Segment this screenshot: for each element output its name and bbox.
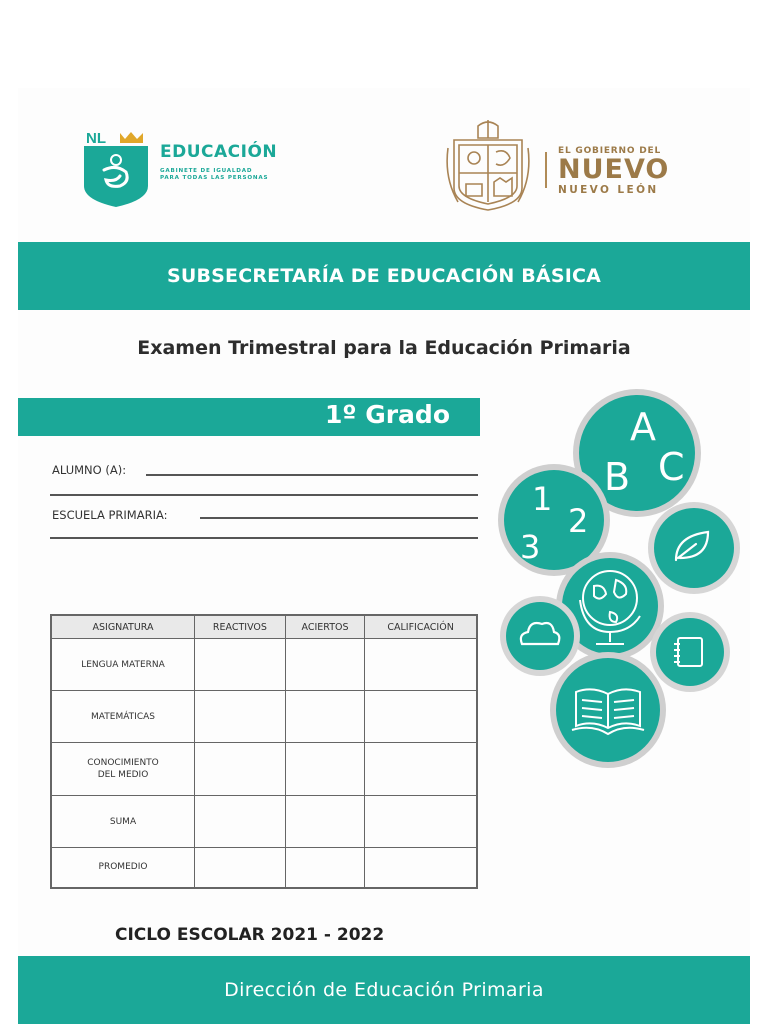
cloud-circle [500,596,580,676]
crown-icon [120,132,143,143]
gov-line-1: EL GOBIERNO DEL [558,146,662,156]
letter-a: A [630,405,656,449]
header-asignatura: ASIGNATURA [51,615,195,639]
grade-label: 1º Grado [325,400,450,429]
ciclo-escolar: CICLO ESCOLAR 2021 - 2022 [115,925,385,945]
subject-cell [51,796,195,848]
book-circle [550,652,666,768]
number-3: 3 [520,528,541,566]
footer-text: Dirección de Educación Primaria [224,979,544,1001]
leaf-circle [648,502,740,594]
reactivos-cell[interactable] [195,639,286,691]
subject-line-1: MATEMÁTICAS [91,711,155,722]
subject-line-2: DEL MEDIO [97,770,149,780]
nl-title: EDUCACIÓN [160,142,278,162]
table-row [51,848,477,888]
state-crest-icon [444,118,532,212]
gov-divider [545,152,547,188]
subject-line-1: CONOCIMIENTO [87,758,159,768]
aciertos-cell[interactable] [285,639,364,691]
banner-title: SUBSECRETARÍA DE EDUCACIÓN BÁSICA [166,265,602,287]
subject-cell [51,848,195,888]
number-2: 2 [568,502,589,540]
table-header-row [51,615,477,639]
header-reactivos: REACTIVOS [195,615,286,639]
school-name-line-2[interactable] [50,537,478,539]
reactivos-cell[interactable] [195,691,286,743]
header-aciertos: ACIERTOS [285,615,364,639]
nl-subtitle-1: GABINETE DE IGUALDAD [160,168,253,174]
grade-bar [18,398,480,436]
nl-subtitle-2: PARA TODAS LAS PERSONAS [160,175,269,181]
gov-line-2: NUEVO [558,154,670,185]
table-row [51,743,477,796]
gov-line-3: NUEVO LEÓN [558,184,659,196]
calificacion-cell[interactable] [365,796,477,848]
calificacion-cell[interactable] [365,639,477,691]
table-row [51,691,477,743]
aciertos-cell[interactable] [285,743,364,796]
calificacion-cell[interactable] [365,743,477,796]
table-row [51,796,477,848]
header-calificacion: CALIFICACIÓN [365,615,477,639]
nl-badge-text: NL [86,130,106,147]
number-1: 1 [532,480,553,518]
subject-line-1: LENGUA MATERNA [81,659,165,670]
student-name-line[interactable] [146,474,478,476]
school-name-line[interactable] [200,517,478,519]
reactivos-cell[interactable] [195,743,286,796]
decorative-circles [480,388,750,768]
calificacion-cell[interactable] [365,691,477,743]
letter-c: C [658,445,685,489]
exam-title: Examen Trimestral para la Educación Primaria [137,337,631,359]
footer-banner [18,956,750,1024]
subject-cell [51,691,195,743]
subject-cell [51,639,195,691]
school-label: ESCUELA PRIMARIA: [52,508,168,522]
nl-education-logo [82,130,150,208]
subject-cell [51,743,195,796]
aciertos-cell[interactable] [285,796,364,848]
table-row [51,639,477,691]
letter-b: B [604,455,631,499]
reactivos-cell[interactable] [195,848,286,888]
grades-table [50,614,478,889]
subject-line-1: PROMEDIO [98,862,148,873]
calificacion-cell[interactable] [365,848,477,888]
notebook-circle [650,612,730,692]
nl-text-block [160,142,277,182]
reactivos-cell[interactable] [195,796,286,848]
student-name-line-2[interactable] [50,494,478,496]
subject-line-1: SUMA [109,816,137,827]
subsecretaria-banner [18,242,750,310]
aciertos-cell[interactable] [285,691,364,743]
aciertos-cell[interactable] [285,848,364,888]
student-label: ALUMNO (A): [52,463,127,477]
gov-logo-text [558,146,669,196]
